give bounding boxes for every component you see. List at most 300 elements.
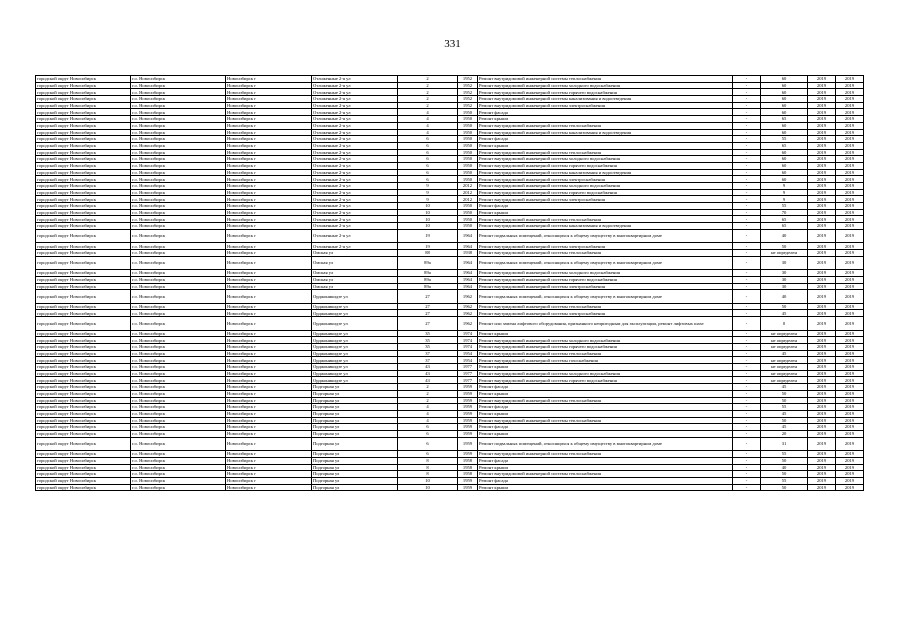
cell-street: Отложенные 2-я ул [312,189,398,196]
cell-build-year: 1964 [458,243,478,250]
cell-build-year: 1950 [458,176,478,183]
cell-city: Новосибирск г [226,129,312,136]
cell-work-type: Ремонт фасада [478,404,733,411]
table-row [36,364,864,371]
cell-house-number: 6 [398,149,458,156]
cell-build-year: 1974 [458,344,478,351]
cell-settlement: г.о. Новосибирск [131,189,226,196]
cell-street: Отложенные 2-я ул [312,203,398,210]
cell-city: Новосибирск г [226,457,312,464]
cell-plan-year-end: 2019 [836,350,864,357]
cell-settlement: г.о. Новосибирск [131,156,226,163]
cell-municipality: городской округ Новосибирск [36,76,131,83]
table-row [36,283,864,290]
table-row [36,203,864,210]
cell-dash: - [733,82,761,89]
table-row [36,337,864,344]
cell-house-number: 89а [398,270,458,277]
table-row [36,464,864,471]
cell-term: 60 [761,169,808,176]
cell-municipality: городской округ Новосибирск [36,484,131,491]
cell-house-number: 89а [398,276,458,283]
cell-street: Отложенные 2-я ул [312,216,398,223]
cell-street: Орджоникидзе ул [312,290,398,304]
cell-plan-year-start: 2019 [808,410,836,417]
cell-settlement: г.о. Новосибирск [131,142,226,149]
cell-build-year: 1959 [458,451,478,458]
cell-work-type: Ремонт крыши [478,430,733,437]
cell-build-year: 1950 [458,109,478,116]
cell-work-type: Ремонт внутридомовой инженерной системы электроснабжения [478,243,733,250]
cell-term: 9 [761,189,808,196]
cell-street: Отложенные 2-я ул [312,109,398,116]
cell-street: Подгорная ул [312,464,398,471]
cell-work-type: Ремонт внутридомовой инженерной системы холодного водоснабжения [478,270,733,277]
cell-plan-year-end: 2019 [836,330,864,337]
table-row [36,390,864,397]
cell-house-number: 6 [398,136,458,143]
cell-plan-year-end: 2019 [836,377,864,384]
cell-settlement: г.о. Новосибирск [131,397,226,404]
cell-house-number: 43 [398,370,458,377]
cell-work-type: Ремонт внутридомовой инженерной системы холодного водоснабжения [478,183,733,190]
cell-municipality: городской округ Новосибирск [36,82,131,89]
cell-settlement: г.о. Новосибирск [131,364,226,371]
cell-work-type: Ремонт внутридомовой инженерной системы электроснабжения [478,102,733,109]
cell-plan-year-end: 2019 [836,283,864,290]
cell-settlement: г.о. Новосибирск [131,357,226,364]
cell-house-number: 4 [398,404,458,411]
cell-plan-year-start: 2019 [808,390,836,397]
cell-municipality: городской округ Новосибирск [36,464,131,471]
cell-dash: - [733,276,761,283]
cell-city: Новосибирск г [226,477,312,484]
table-row [36,196,864,203]
cell-street: Отложенные 2-я ул [312,142,398,149]
cell-dash: - [733,317,761,331]
cell-city: Новосибирск г [226,189,312,196]
cell-plan-year-end: 2019 [836,183,864,190]
cell-plan-year-end: 2019 [836,203,864,210]
cell-plan-year-end: 2019 [836,471,864,478]
cell-settlement: г.о. Новосибирск [131,477,226,484]
cell-city: Новосибирск г [226,283,312,290]
cell-dash: - [733,310,761,317]
cell-settlement: г.о. Новосибирск [131,457,226,464]
table-row [36,377,864,384]
cell-city: Новосибирск г [226,430,312,437]
cell-city: Новосибирск г [226,404,312,411]
cell-build-year: 1952 [458,96,478,103]
cell-street: Омская ул [312,270,398,277]
cell-build-year: 1952 [458,89,478,96]
cell-term: 50 [761,457,808,464]
cell-work-type: Ремонт фасада [478,424,733,431]
cell-term: 30 [761,256,808,270]
cell-work-type: Ремонт крыши [478,410,733,417]
cell-house-number: 4 [398,116,458,123]
cell-municipality: городской округ Новосибирск [36,390,131,397]
cell-work-type: Ремонт крыши [478,484,733,491]
cell-municipality: городской округ Новосибирск [36,149,131,156]
cell-municipality: городской округ Новосибирск [36,162,131,169]
cell-work-type: Ремонт внутридомовой инженерной системы горячего водоснабжения [478,377,733,384]
cell-street: Омская ул [312,276,398,283]
cell-plan-year-start: 2019 [808,136,836,143]
cell-plan-year-start: 2019 [808,270,836,277]
table-row [36,384,864,391]
cell-term: 65 [761,216,808,223]
cell-dash: - [733,270,761,277]
cell-term: 50 [761,303,808,310]
cell-work-type: Ремонт фасада [478,203,733,210]
cell-work-type: Ремонт внутридомовой инженерной системы теплоснабжения [478,250,733,257]
cell-house-number: 6 [398,176,458,183]
cell-city: Новосибирск г [226,76,312,83]
cell-house-number: 4 [398,417,458,424]
cell-settlement: г.о. Новосибирск [131,136,226,143]
cell-settlement: г.о. Новосибирск [131,96,226,103]
cell-term: 60 [761,122,808,129]
cell-dash: - [733,176,761,183]
cell-plan-year-end: 2019 [836,223,864,230]
table-row [36,417,864,424]
table-row [36,310,864,317]
cell-dash: - [733,96,761,103]
cell-street: Орджоникидзе ул [312,350,398,357]
cell-municipality: городской округ Новосибирск [36,330,131,337]
cell-dash: - [733,350,761,357]
cell-dash: - [733,89,761,96]
cell-street: Подгорная ул [312,451,398,458]
cell-work-type: Ремонт внутридомовой инженерной системы теплоснабжения [478,122,733,129]
cell-term: 45 [761,384,808,391]
cell-term: не определен [761,370,808,377]
cell-dash: - [733,303,761,310]
cell-street: Орджоникидзе ул [312,364,398,371]
cell-street: Подгорная ул [312,477,398,484]
cell-street: Подгорная ул [312,410,398,417]
cell-plan-year-start: 2019 [808,183,836,190]
cell-term: не определен [761,377,808,384]
cell-build-year: 1962 [458,290,478,304]
cell-work-type: Ремонт крыши [478,209,733,216]
cell-dash: - [733,229,761,243]
cell-house-number: 4 [398,410,458,417]
cell-settlement: г.о. Новосибирск [131,149,226,156]
table-row [36,223,864,230]
cell-plan-year-start: 2019 [808,89,836,96]
cell-plan-year-end: 2019 [836,96,864,103]
table-row [36,317,864,331]
cell-dash: - [733,156,761,163]
cell-build-year: 1959 [458,424,478,431]
cell-city: Новосибирск г [226,337,312,344]
table-row [36,82,864,89]
cell-settlement: г.о. Новосибирск [131,283,226,290]
cell-dash: - [733,330,761,337]
cell-municipality: городской округ Новосибирск [36,136,131,143]
cell-plan-year-start: 2019 [808,109,836,116]
cell-plan-year-start: 2019 [808,276,836,283]
cell-city: Новосибирск г [226,196,312,203]
cell-term: 45 [761,310,808,317]
cell-house-number: 88 [398,250,458,257]
table-row [36,430,864,437]
cell-settlement: г.о. Новосибирск [131,404,226,411]
cell-work-type: Ремонт внутридомовой инженерной системы теплоснабжения [478,417,733,424]
cell-street: Подгорная ул [312,457,398,464]
cell-house-number: 6 [398,424,458,431]
cell-city: Новосибирск г [226,437,312,451]
cell-house-number: 37 [398,357,458,364]
cell-settlement: г.о. Новосибирск [131,390,226,397]
cell-plan-year-end: 2019 [836,256,864,270]
cell-plan-year-start: 2019 [808,149,836,156]
cell-settlement: г.о. Новосибирск [131,310,226,317]
cell-municipality: городской округ Новосибирск [36,116,131,123]
cell-plan-year-end: 2019 [836,82,864,89]
cell-street: Подгорная ул [312,484,398,491]
cell-plan-year-end: 2019 [836,136,864,143]
cell-city: Новосибирск г [226,209,312,216]
cell-plan-year-end: 2019 [836,250,864,257]
cell-settlement: г.о. Новосибирск [131,317,226,331]
cell-plan-year-start: 2019 [808,229,836,243]
table-row [36,410,864,417]
cell-work-type: Ремонт внутридомовой инженерной системы теплоснабжения [478,451,733,458]
cell-municipality: городской округ Новосибирск [36,216,131,223]
cell-municipality: городской округ Новосибирск [36,189,131,196]
cell-settlement: г.о. Новосибирск [131,102,226,109]
cell-term: не определен [761,344,808,351]
cell-city: Новосибирск г [226,156,312,163]
cell-build-year: 1964 [458,270,478,277]
cell-house-number: 4 [398,122,458,129]
cell-dash: - [733,189,761,196]
table-row [36,176,864,183]
cell-dash: - [733,122,761,129]
cell-city: Новосибирск г [226,471,312,478]
table-row [36,96,864,103]
cell-work-type: Ремонт внутридомовой инженерной системы холодного водоснабжения [478,337,733,344]
cell-dash: - [733,370,761,377]
cell-term: 50 [761,243,808,250]
cell-house-number: 2 [398,96,458,103]
cell-street: Отложенные 2-я ул [312,162,398,169]
cell-municipality: городской округ Новосибирск [36,457,131,464]
cell-house-number: 6 [398,156,458,163]
cell-plan-year-start: 2019 [808,344,836,351]
cell-municipality: городской округ Новосибирск [36,430,131,437]
cell-settlement: г.о. Новосибирск [131,464,226,471]
cell-settlement: г.о. Новосибирск [131,243,226,250]
cell-house-number: 8 [398,457,458,464]
cell-term: 50 [761,471,808,478]
cell-plan-year-start: 2019 [808,377,836,384]
cell-term: не определен [761,330,808,337]
cell-municipality: городской округ Новосибирск [36,196,131,203]
cell-plan-year-end: 2019 [836,216,864,223]
cell-dash: - [733,404,761,411]
cell-plan-year-end: 2019 [836,390,864,397]
cell-work-type: Ремонт внутридомовой инженерной системы горячего водоснабжения [478,344,733,351]
cell-build-year: 1977 [458,377,478,384]
cell-settlement: г.о. Новосибирск [131,290,226,304]
table-row [36,89,864,96]
cell-work-type: Ремонт внутридомовой инженерной системы теплоснабжения [478,303,733,310]
cell-city: Новосибирск г [226,451,312,458]
cell-city: Новосибирск г [226,203,312,210]
cell-plan-year-start: 2019 [808,384,836,391]
cell-municipality: городской округ Новосибирск [36,364,131,371]
cell-street: Орджоникидзе ул [312,377,398,384]
cell-municipality: городской округ Новосибирск [36,243,131,250]
cell-settlement: г.о. Новосибирск [131,109,226,116]
cell-build-year: 1974 [458,330,478,337]
cell-settlement: г.о. Новосибирск [131,129,226,136]
cell-work-type: Ремонт внутридомовой инженерной системы горячего водоснабжения [478,89,733,96]
cell-settlement: г.о. Новосибирск [131,417,226,424]
cell-house-number: 89а [398,256,458,270]
cell-house-number: 2 [398,390,458,397]
table-row [36,350,864,357]
cell-plan-year-end: 2019 [836,176,864,183]
cell-plan-year-end: 2019 [836,76,864,83]
cell-dash: - [733,76,761,83]
cell-build-year: 2012 [458,196,478,203]
cell-street: Орджоникидзе ул [312,370,398,377]
cell-plan-year-start: 2019 [808,397,836,404]
cell-plan-year-start: 2019 [808,216,836,223]
table-row [36,189,864,196]
cell-plan-year-end: 2019 [836,116,864,123]
cell-municipality: городской округ Новосибирск [36,290,131,304]
cell-plan-year-start: 2019 [808,102,836,109]
cell-settlement: г.о. Новосибирск [131,276,226,283]
cell-work-type: Ремонт крыши [478,116,733,123]
cell-street: Отложенные 2-я ул [312,176,398,183]
cell-plan-year-end: 2019 [836,270,864,277]
cell-plan-year-start: 2019 [808,404,836,411]
cell-street: Отложенные 2-я ул [312,96,398,103]
cell-city: Новосибирск г [226,256,312,270]
cell-work-type: Ремонт внутридомовой инженерной системы теплоснабжения [478,471,733,478]
cell-settlement: г.о. Новосибирск [131,169,226,176]
cell-municipality: городской округ Новосибирск [36,370,131,377]
cell-plan-year-start: 2019 [808,484,836,491]
cell-dash: - [733,250,761,257]
cell-build-year: 1959 [458,404,478,411]
cell-street: Отложенные 2-я ул [312,243,398,250]
cell-city: Новосибирск г [226,350,312,357]
cell-municipality: городской округ Новосибирск [36,96,131,103]
cell-dash: - [733,129,761,136]
cell-plan-year-start: 2019 [808,317,836,331]
cell-street: Подгорная ул [312,424,398,431]
cell-term: 45 [761,410,808,417]
cell-work-type: Ремонт внутридомовой инженерной системы горячего водоснабжения [478,162,733,169]
cell-street: Орджоникидзе ул [312,337,398,344]
table-row [36,471,864,478]
cell-build-year: 1964 [458,283,478,290]
cell-settlement: г.о. Новосибирск [131,216,226,223]
cell-house-number: 27 [398,290,458,304]
cell-city: Новосибирск г [226,96,312,103]
cell-plan-year-start: 2019 [808,417,836,424]
cell-plan-year-start: 2019 [808,290,836,304]
cell-street: Орджоникидзе ул [312,317,398,331]
cell-term: 60 [761,109,808,116]
cell-term: не определен [761,357,808,364]
cell-house-number: 10 [398,484,458,491]
table-row [36,229,864,243]
cell-plan-year-end: 2019 [836,290,864,304]
cell-build-year: 2012 [458,189,478,196]
cell-plan-year-start: 2019 [808,76,836,83]
cell-dash: - [733,290,761,304]
cell-build-year: 1977 [458,370,478,377]
cell-plan-year-end: 2019 [836,437,864,451]
cell-street: Отложенные 2-я ул [312,196,398,203]
cell-settlement: г.о. Новосибирск [131,76,226,83]
cell-dash: - [733,437,761,451]
cell-plan-year-start: 2019 [808,96,836,103]
cell-plan-year-end: 2019 [836,457,864,464]
cell-work-type: Ремонт крыши [478,364,733,371]
cell-plan-year-end: 2019 [836,344,864,351]
cell-street: Подгорная ул [312,404,398,411]
cell-build-year: 1964 [458,276,478,283]
cell-work-type: Ремонт внутридомовой инженерной системы холодного водоснабжения [478,82,733,89]
cell-municipality: городской округ Новосибирск [36,317,131,331]
cell-work-type: Ремонт внутридомовой инженерной системы газоснабжения [478,357,733,364]
cell-plan-year-start: 2019 [808,223,836,230]
table-row [36,149,864,156]
cell-settlement: г.о. Новосибирск [131,370,226,377]
cell-settlement: г.о. Новосибирск [131,203,226,210]
cell-dash: - [733,337,761,344]
cell-plan-year-start: 2019 [808,437,836,451]
cell-plan-year-end: 2019 [836,364,864,371]
cell-work-type: Ремонт внутридомовой инженерной системы теплоснабжения [478,216,733,223]
cell-house-number: 2 [398,384,458,391]
cell-city: Новосибирск г [226,424,312,431]
cell-term: 40 [761,229,808,243]
cell-dash: - [733,410,761,417]
cell-city: Новосибирск г [226,116,312,123]
cell-city: Новосибирск г [226,89,312,96]
cell-house-number: 2 [398,102,458,109]
cell-build-year: 1950 [458,129,478,136]
cell-street: Подгорная ул [312,437,398,451]
cell-municipality: городской округ Новосибирск [36,397,131,404]
cell-house-number: 6 [398,437,458,451]
cell-street: Отложенные 2-я ул [312,76,398,83]
cell-plan-year-end: 2019 [836,169,864,176]
cell-plan-year-end: 2019 [836,102,864,109]
table-row [36,156,864,163]
cell-settlement: г.о. Новосибирск [131,162,226,169]
cell-dash: - [733,216,761,223]
cell-dash: - [733,149,761,156]
cell-street: Омская ул [312,256,398,270]
cell-plan-year-end: 2019 [836,464,864,471]
cell-term: 60 [761,176,808,183]
cell-plan-year-start: 2019 [808,310,836,317]
cell-term: 60 [761,149,808,156]
cell-work-type: Ремонт внутридомовой инженерной системы электроснабжения [478,196,733,203]
